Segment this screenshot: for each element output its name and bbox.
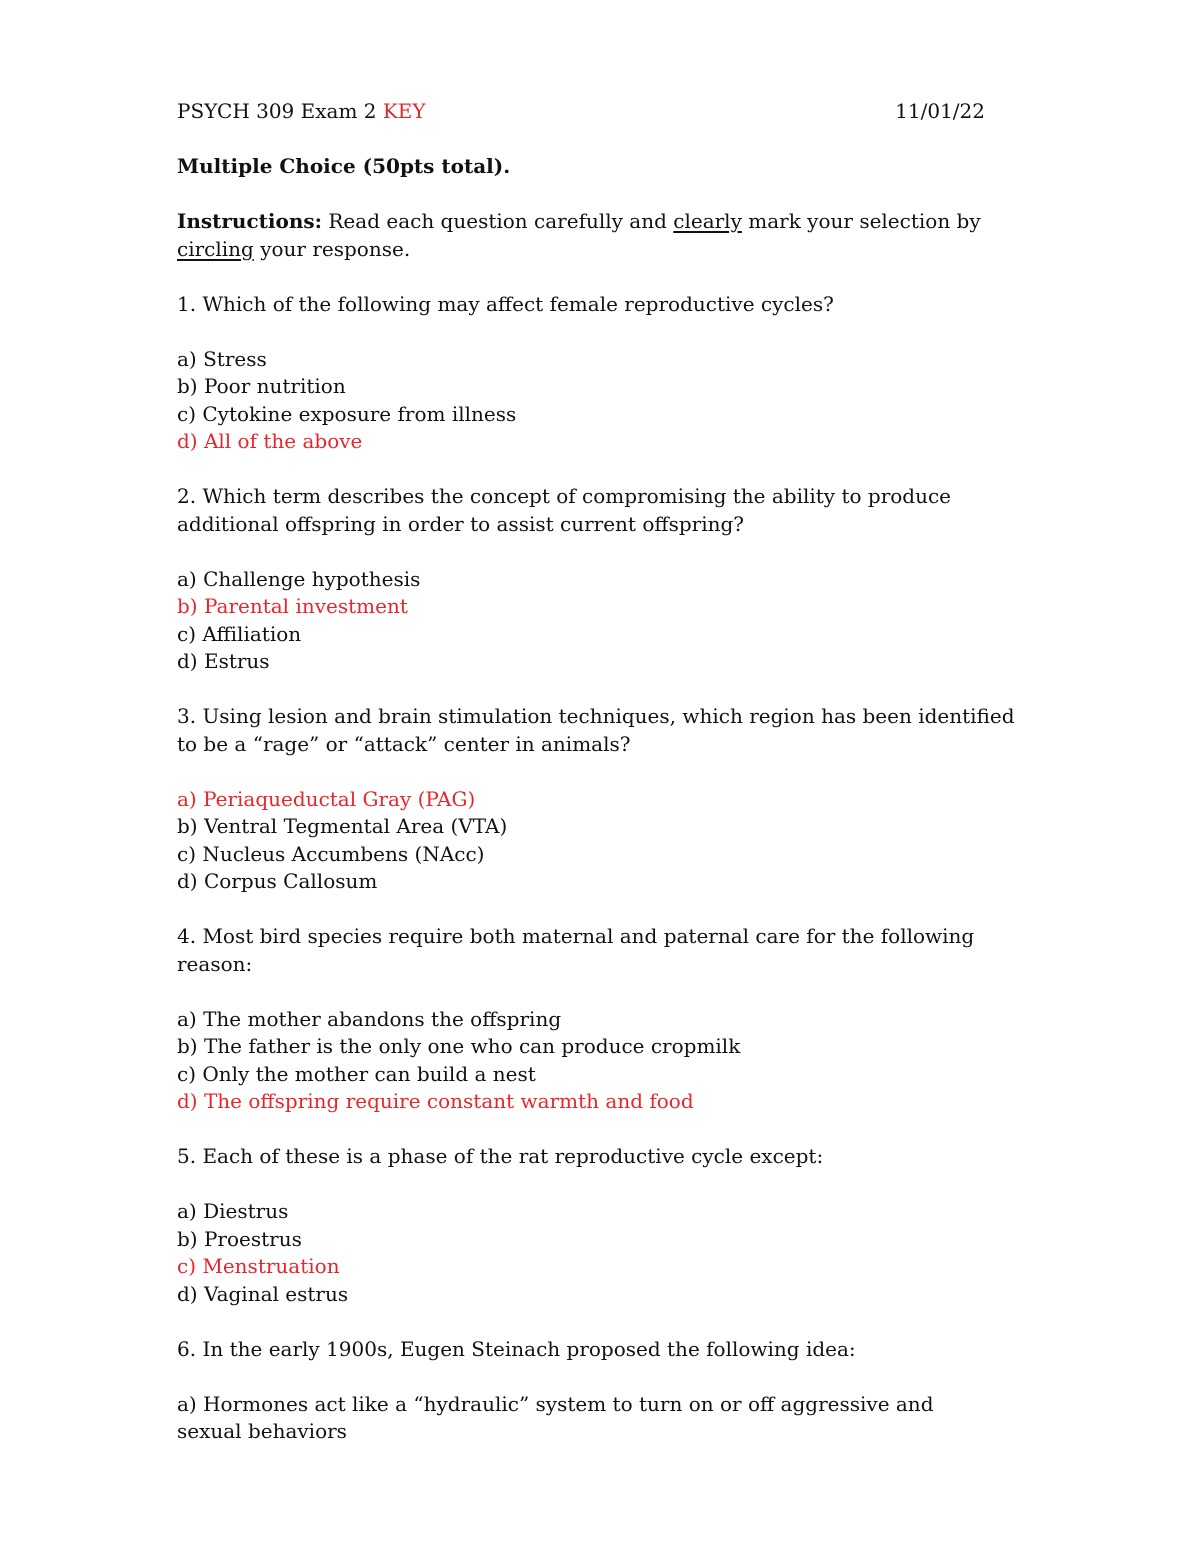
- option-d-answer[interactable]: d) All of the above: [177, 429, 363, 453]
- option-a[interactable]: a) Challenge hypothesis: [177, 566, 421, 591]
- course-title: PSYCH 309 Exam 2: [177, 99, 377, 123]
- question-text: 1. Which of the following may affect female reproductive cycles?: [177, 291, 834, 316]
- question-3: [177, 703, 1027, 896]
- question-text: 5. Each of these is a phase of the rat reproductive cycle except:: [177, 1144, 824, 1168]
- exam-date: 11/01/22: [895, 99, 985, 123]
- option-c-answer[interactable]: c) Menstruation: [177, 1254, 340, 1278]
- option-b[interactable]: b) The father is the only one who can produce cropmilk: [177, 1034, 741, 1058]
- question-1: [177, 291, 1027, 456]
- question-5: [177, 1143, 1027, 1308]
- option-d[interactable]: d) Estrus: [177, 649, 270, 673]
- document-body: [177, 98, 1027, 1446]
- option-d[interactable]: d) Corpus Callosum: [177, 869, 378, 893]
- option-d-answer[interactable]: d) The offspring require constant warmth and food: [177, 1089, 694, 1113]
- instructions-text-3: your response.: [253, 236, 411, 261]
- question-6: [177, 1336, 1027, 1446]
- option-a[interactable]: a) Diestrus: [177, 1199, 289, 1223]
- instructions-label: Instructions:: [177, 209, 323, 233]
- option-a[interactable]: a) The mother abandons the offspring: [177, 1006, 562, 1031]
- option-b[interactable]: b) Poor nutrition: [177, 374, 346, 398]
- option-b[interactable]: b) Proestrus: [177, 1226, 302, 1251]
- option-a[interactable]: a) Stress: [177, 346, 267, 371]
- exam-title: [177, 98, 426, 126]
- option-b[interactable]: b) Ventral Tegmental Area (VTA): [177, 814, 508, 838]
- instructions-clearly: clearly: [673, 209, 742, 233]
- question-text: 3. Using lesion and brain stimulation techniques, which region has been identified to be a “rage” or “attack” center in animals?: [177, 704, 1015, 756]
- option-c[interactable]: c) Affiliation: [177, 621, 302, 646]
- option-d[interactable]: d) Vaginal estrus: [177, 1281, 349, 1306]
- instructions-text-1: Read each question carefully and: [322, 209, 674, 233]
- question-2: [177, 483, 1027, 676]
- question-text: 6. In the early 1900s, Eugen Steinach proposed the following idea:: [177, 1336, 856, 1361]
- instructions: [177, 208, 1027, 263]
- option-c[interactable]: c) Nucleus Accumbens (NAcc): [177, 841, 485, 866]
- key-label: KEY: [382, 99, 426, 123]
- instructions-text-2: mark your selection by: [741, 209, 981, 233]
- instructions-circling: circling: [177, 236, 254, 261]
- section-title: Multiple Choice (50pts total).: [177, 154, 511, 178]
- question-text: 4. Most bird species require both maternal and paternal care for the following reason:: [177, 924, 975, 976]
- option-c[interactable]: c) Only the mother can build a nest: [177, 1061, 536, 1086]
- option-a[interactable]: a) Hormones act like a “hydraulic” system to turn on or off aggressive and sexual behaviors: [177, 1391, 934, 1443]
- question-text: 2. Which term describes the concept of compromising the ability to produce additional offspring in order to assist current offspring?: [177, 484, 952, 536]
- option-c[interactable]: c) Cytokine exposure from illness: [177, 401, 517, 426]
- document-header: [177, 98, 985, 126]
- option-b-answer[interactable]: b) Parental investment: [177, 594, 408, 618]
- question-4: [177, 923, 1027, 1116]
- option-a-answer[interactable]: a) Periaqueductal Gray (PAG): [177, 786, 476, 811]
